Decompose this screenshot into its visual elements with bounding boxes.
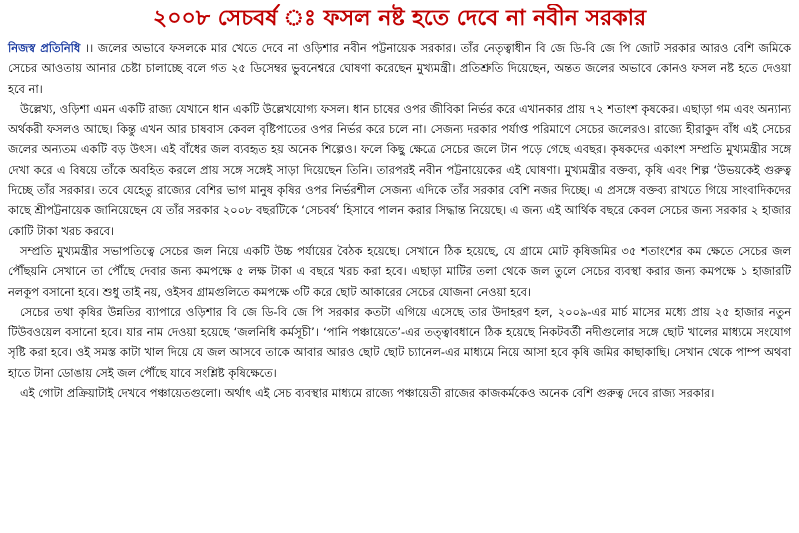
paragraph-1-text: ।। জলের অভাবে ফসলকে মার খেতে দেবে না ওড়িশার নবীন পট্টনায়েক সরকার। তাঁর নেতৃত্বাধীন বি জে ডি-বি জে পি জোট সরকার আরও বেশি জমিকে সেচের আওতায় আনার চেষ্টা চালাচ্ছে বলে গত ২৫ ডিসেম্বর ভুবনেশ্বরে ঘোষণা করেছেন মুখ্যমন্ত্রী। প্রতিশ্রুতি দিয়েছেন, অন্তত জলের অভাবে কোনও ফসল নষ্ট হতে দেওয়া হবে না। [8,41,791,96]
byline: নিজস্ব প্রতিনিধি [8,41,81,55]
paragraph-4: সেচের তথা কৃষির উন্নতির ব্যাপারে ওড়িশার বি জে ডি-বি জে পি সরকার কতটা এগিয়ে এসেছে তার উদাহরণ হল, ২০০৯-এর মার্চ মাসের মধ্যে প্রায় ২৫ হাজার নতুন টিউবওয়েল বসানো হবে। যার নাম দেওয়া হয়েছে ‘জলনিধি কর্মসূচী’। ‘পানি পঞ্চায়েতে’-এর তত্ত্বাবধানে ঠিক হয়েছে নিকটবর্তী নদীগুলোর সঙ্গে ছোট খালের মাধ্যমে সংযোগ সৃষ্টি করা হবে। ওই সমস্ত কাটা খাল দিয়ে যে জল আসবে তাকে আবার আরও ছোট ছোট চ্যানেল-এর মাধ্যমে নিয়ে আসা হবে কৃষি জমির কাছাকাছি। সেখান থেকে পাম্প অথবা হাতে টানা ডোঙায় সেই জল পৌঁছে যাবে সংশ্লিষ্ট কৃষিক্ষেতে। [8,304,791,380]
paragraph-3: সম্প্রতি মুখ্যমন্ত্রীর সভাপতিত্বে সেচের জল নিয়ে একটি উচ্চ পর্যায়ের বৈঠক হয়েছে। সেখানে ঠিক হয়েছে, যে গ্রামে মোট কৃষিজমির ৩৫ শতাংশের কম ক্ষেতে সেচের জল পৌঁছয়নি সেখানে তা পৌঁছে দেবার জন্য কমপক্ষে ৫ লক্ষ টাকা এ বছরে খরচ করা হবে। এছাড়া মাটির তলা থেকে জল তুলে সেচের ব্যবস্থা করার জন্য কমপক্ষে ১ হাজারটি নলকূপ বসানো হবে। শুধু তাই নয়, ওইসব গ্রামগুলিতে কমপক্ষে ৩টি করে ছোট আকারের সেচের যোজনা নেওয়া হবে। [8,243,791,299]
paragraph-2: উল্লেখ্য, ওড়িশা এমন একটি রাজ্য যেখানে ধান একটি উল্লেখযোগ্য ফসল। ধান চাষের ওপর জীবিকা নির্ভর করে এখানকার প্রায় ৭২ শতাংশ কৃষকের। এছাড়া গম এবং অন্যান্য অর্থকরী ফসলও আছে। কিন্তু এখন আর চাষবাস কেবল বৃষ্টিপাতের ওপর নির্ভর করে চলে না। সেজন্য দরকার পর্যাপ্ত পরিমাণে সেচের জলেরও। রাজ্যে হীরাকুদ বাঁধ এই সেচের জলের অন্যতম একটি বড় উৎস। এই বাঁধের জল ব্যবহৃত হয় অনেক শিল্পেও। ফলে কিছু ক্ষেত্রে সেচের জলে টান পড়ে গেছে এবছর। কৃষকদের একাংশ সম্প্রতি মুখ্যমন্ত্রীর সঙ্গে দেখা করে এ বিষয়ে তাঁকে অবহিত করলে প্রায় সঙ্গে সঙ্গেই সাড়া দিয়েছেন তিনি। তারপরই নবীন পট্টনায়েকের এই ঘোষণা। মুখ্যমন্ত্রীর বক্তব্য, কৃষি এবং শিল্প ‘উভয়কেই গুরুত্ব দিচ্ছে তাঁর সরকার। তবে যেহেতু রাজ্যের বেশির ভাগ মানুষ কৃষির ওপর নির্ভরশীল সেজন্য এদিকে তাঁর সরকার বেশি নজর দিচ্ছে। এ প্রসঙ্গে বক্তব্য রাখতে গিয়ে সাংবাদিকদের কাছে শ্রীপট্টনায়েক জানিয়েছেন যে তাঁর সরকার ২০০৮ বছরটিকে ‘সেচবর্ষ’ হিসাবে পালন করার সিদ্ধান্ত নিয়েছে। এ জন্য এই আর্থিক বছরে কেবল সেচের জন্য সরকার ২ হাজার কোটি টাকা খরচ করবে। [8,101,791,238]
paragraph-5: এই গোটা প্রক্রিয়াটাই দেখবে পঞ্চায়েতগুলো। অর্থাৎ এই সেচ ব্যবস্থার মাধ্যমে রাজ্যে পঞ্চায়েতী রাজের কাজকর্মকেও অনেক বেশি গুরুত্ব দেবে রাজ্য সরকার। [20,386,715,401]
article-body [8,38,791,403]
paragraph-1 [8,38,791,99]
headline: ২০০৮ সেচবর্ষ ঃ ফসল নষ্ট হতে দেবে না নবীন সরকার [152,6,647,31]
